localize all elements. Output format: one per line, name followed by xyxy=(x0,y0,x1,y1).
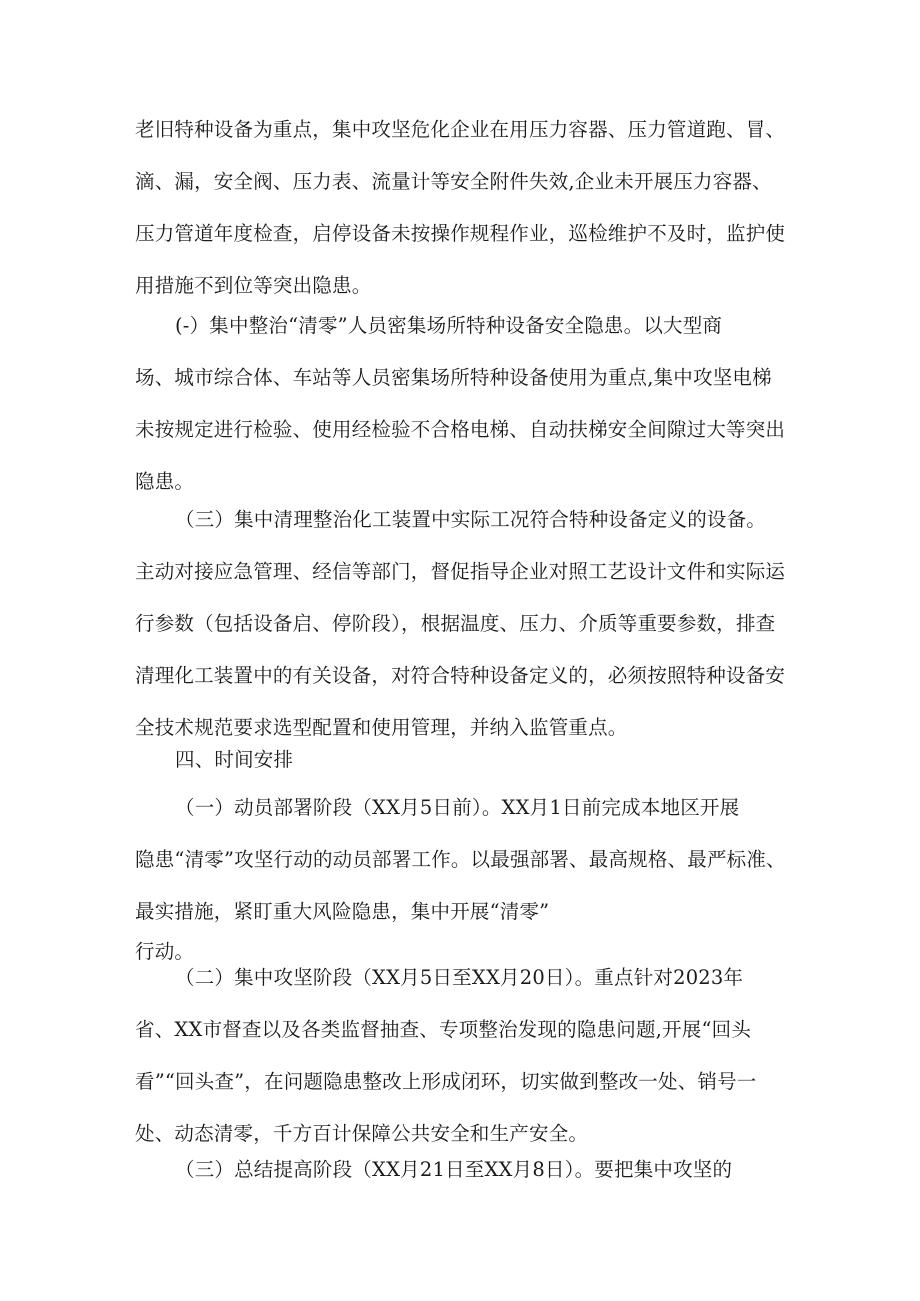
text-line: （一）动员部署阶段（XX月5日前）。XX月1日前完成本地区开展 xyxy=(175,796,740,819)
text-line: 看”“回头查”，在问题隐患整改上形成闭环，切实做到整改一处、销号一 xyxy=(135,1070,757,1093)
text-line: 省、XX市督查以及各类监督抽查、专项整治发现的隐患问题,开展“回头 xyxy=(135,1018,752,1041)
paragraph-pressure-equipment xyxy=(135,104,795,312)
text-line: 处、动态清零，千方百计保障公共安全和生产安全。 xyxy=(135,1122,589,1145)
text-line: 老旧特种设备为重点，集中攻坚危化企业在用压力容器、压力管道跑、冒、 xyxy=(135,118,786,141)
text-line: 最实措施，紧盯重大风险隐患，集中开展“清零” xyxy=(135,900,550,923)
paragraph-tackling-stage xyxy=(135,952,795,1160)
text-line: 滴、漏，安全阀、压力表、流量计等安全附件失效,企业未开展压力容器、 xyxy=(135,170,772,193)
text-line: 清理化工装置中的有关设备，对符合特种设备定义的，必须按照特种设备安 xyxy=(135,664,786,687)
text-line: 用措施不到位等突出隐患。 xyxy=(135,274,372,297)
text-line: 隐患。 xyxy=(135,470,195,493)
text-line: 主动对接应急管理、经信等部门，督促指导企业对照工艺设计文件和实际运 xyxy=(135,560,786,583)
text-line: 场、城市综合体、车站等人员密集场所特种设备使用为重点,集中攻坚电梯 xyxy=(135,366,772,389)
text-line: （三）集中清理整治化工装置中实际工况符合特种设备定义的设备。 xyxy=(175,508,767,531)
section-heading: 四、时间安排 xyxy=(175,748,294,771)
text-line: 行参数（包括设备启、停阶段），根据温度、压力、介质等重要参数，排查 xyxy=(135,612,776,635)
paragraph-crowded-places xyxy=(135,300,795,508)
text-line: 全技术规范要求选型配置和使用管理，并纳入监管重点。 xyxy=(135,716,628,739)
paragraph-summary-stage xyxy=(135,1144,795,1196)
text-line: （二）集中攻坚阶段（XX月5日至XX月20日）。重点针对2023年 xyxy=(175,966,744,989)
paragraph-chemical-equipment xyxy=(135,494,795,754)
text-line: 隐患“清零”攻坚行动的动员部署工作。以最强部署、最高规格、最严标准、 xyxy=(135,848,786,871)
text-line: 未按规定进行检验、使用经检验不合格电梯、自动扶梯安全间隙过大等突出 xyxy=(135,418,786,441)
text-line: 压力管道年度检查，启停设备未按操作规程作业，巡检维护不及时，监护使 xyxy=(135,222,786,245)
text-line: 行动。 xyxy=(135,940,195,963)
text-line: （三）总结提高阶段（XX月21日至XX月8日）。要把集中攻坚的 xyxy=(175,1158,733,1181)
paragraph-mobilization-stage xyxy=(135,782,795,966)
text-line: (-）集中整治“清零”人员密集场所特种设备安全隐患。以大型商 xyxy=(175,314,723,337)
section-heading-schedule xyxy=(135,734,795,786)
